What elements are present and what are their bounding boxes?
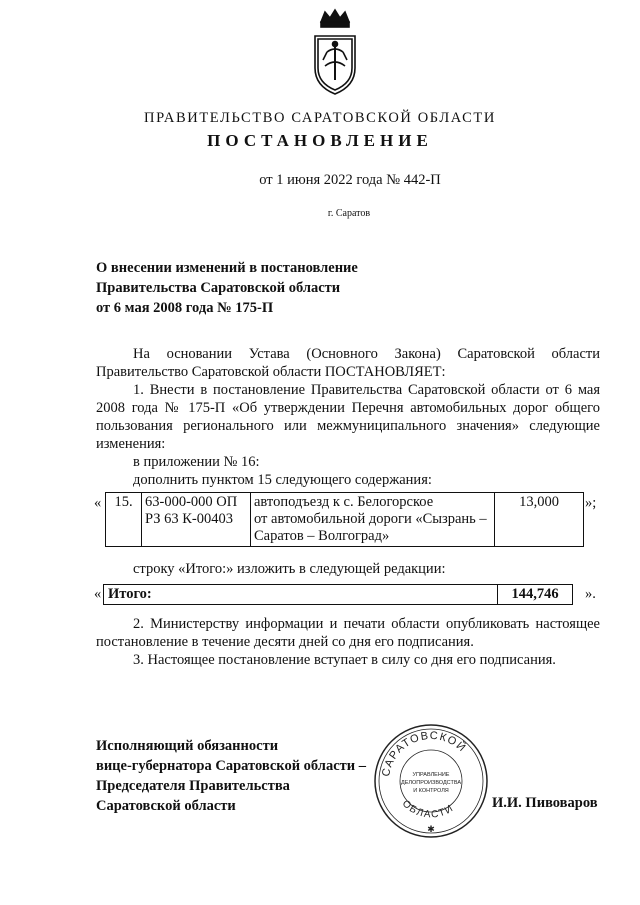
item1-line: пользования регионального или межмуниципального значения» следующие: [96, 418, 600, 434]
add-point-line: дополнить пунктом 15 следующего содержания:: [133, 472, 432, 488]
signatory-title: [96, 736, 366, 816]
coat-of-arms-icon: [307, 8, 363, 98]
signatory-line: Председателя Правительства: [96, 778, 290, 794]
subject-line: от 6 мая 2008 года № 175-П: [96, 300, 274, 316]
road-table: [105, 492, 584, 547]
total-value: 144,746: [498, 585, 573, 605]
stamp-line: УПРАВЛЕНИЕ: [412, 772, 450, 778]
total-label: Итого:: [104, 585, 498, 605]
stamp-line: И КОНТРОЛЯ: [413, 788, 449, 794]
item1-line: изменения:: [96, 436, 166, 452]
signatory-line: Саратовской области: [96, 798, 236, 814]
close-quote: ».: [585, 586, 596, 602]
city: г. Саратов: [327, 208, 371, 219]
svg-text:ОБЛАСТИ: [400, 798, 456, 820]
total-table: [103, 584, 573, 605]
document-type: ПОСТАНОВЛЕНИЕ: [207, 131, 433, 150]
document-subject: [96, 258, 358, 318]
star-icon: ✱: [427, 824, 435, 834]
subject-line: Правительства Саратовской области: [96, 280, 341, 296]
appendix-line: в приложении № 16:: [133, 454, 260, 470]
stamp-top-arc: САРАТОВСКОЙ: [380, 729, 469, 778]
signatory-line: вице-губернатора Саратовской области –: [96, 758, 366, 774]
road-code: [142, 493, 251, 547]
intro-line: На основании Устава (Основного Закона) Саратовской области: [133, 346, 600, 362]
road-code-line: 63-000-000 ОП: [145, 494, 238, 510]
item1-line: 2008 года № 175-П «Об утверждении Перечня автомобильных дорог общего: [96, 400, 600, 416]
item2-line: постановление в течение десяти дней со дня его подписания.: [96, 634, 474, 650]
item1-line: 1. Внести в постановление Правительства Саратовской области от 6 мая: [133, 382, 600, 398]
item2-line: 2. Министерству информации и печати области опубликовать настоящее: [133, 616, 600, 632]
road-name: [251, 493, 495, 547]
open-quote: «: [94, 495, 102, 511]
table-row: [106, 493, 584, 547]
close-quote: »;: [585, 495, 597, 511]
subject-line: О внесении изменений в постановление: [96, 260, 358, 276]
document-date-number: от 1 июня 2022 года № 442-П: [259, 172, 441, 188]
table-row: [104, 585, 573, 605]
stamp-line: ДЕЛОПРОИЗВОДСТВА: [400, 780, 462, 786]
intro-line: Правительство Саратовской области ПОСТАНОВЛЯЕТ:: [96, 364, 446, 380]
road-name-line: Саратов – Волгоград»: [254, 528, 390, 544]
signatory-line: Исполняющий обязанности: [96, 738, 279, 754]
open-quote: «: [94, 586, 102, 602]
total-instruction: строку «Итого:» изложить в следующей редакции:: [133, 561, 446, 577]
road-length: 13,000: [495, 493, 584, 547]
road-number: 15.: [106, 493, 142, 547]
item3-line: 3. Настоящее постановление вступает в силу со дня его подписания.: [133, 652, 556, 668]
svg-text:САРАТОВСКОЙ: [380, 730, 469, 778]
road-name-line: от автомобильной дороги «Сызрань –: [254, 511, 487, 527]
government-name: ПРАВИТЕЛЬСТВО САРАТОВСКОЙ ОБЛАСТИ: [144, 110, 496, 126]
stamp-bottom-arc: ОБЛАСТИ: [399, 798, 457, 821]
signer-name: И.И. Пивоваров: [492, 795, 598, 811]
official-stamp: [372, 722, 490, 840]
road-code-line: РЗ 63 К-00403: [145, 511, 234, 527]
road-name-line: автоподъезд к с. Белогорское: [254, 494, 434, 510]
